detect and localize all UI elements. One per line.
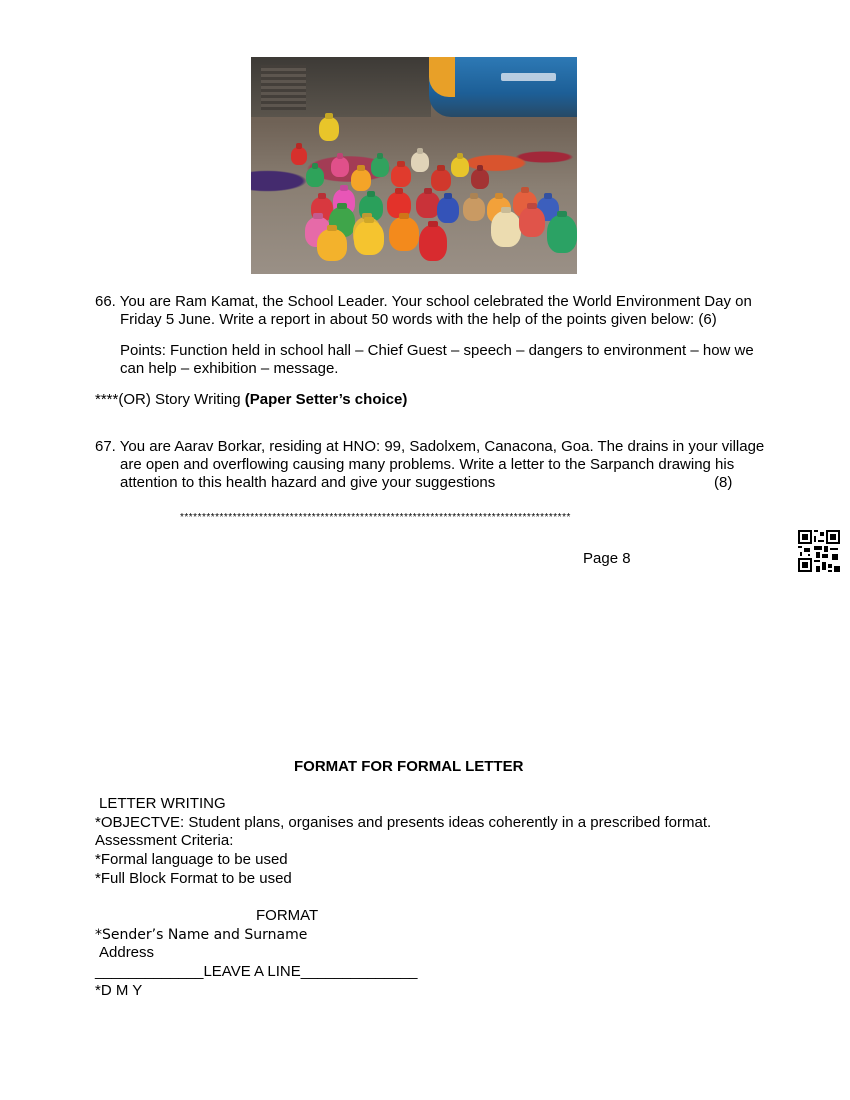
q66-points-line-1: Points: Function held in school hall – Chief Guest – speech – dangers to environment – how we (120, 342, 754, 359)
paper-setter-choice: (Paper Setter’s choice) (244, 391, 408, 408)
or-prefix: ****(OR) Story Writing (95, 391, 245, 408)
q67-line-2: are open and overflowing causing many problems. Write a letter to the Sarpanch drawing his (120, 456, 735, 473)
q67-line-3: attention to this health hazard and give your suggestions (120, 474, 496, 491)
q66-line-2: Friday 5 June. Write a report in about 50 words with the help of the points given below: (6) (120, 311, 717, 328)
page-number: Page 8 (583, 550, 631, 567)
criterion-full-block: *Full Block Format to be used (95, 870, 292, 887)
leave-a-line: _____________LEAVE A LINE______________ (95, 963, 418, 980)
q67-line-1: 67. You are Aarav Borkar, residing at HNO: 99, Sadolxem, Canacona, Goa. The drains in your village (95, 438, 765, 455)
sender-name-field: *Sender’s Name and Surname (95, 927, 308, 943)
water-pots-photo (251, 57, 577, 274)
assessment-criteria-label: Assessment Criteria: (95, 832, 234, 849)
q66-line-1: 66. You are Ram Kamat, the School Leader. Your school celebrated the World Environment Day on (95, 293, 752, 310)
or-story-writing (95, 391, 407, 409)
format-label: FORMAT (256, 907, 319, 924)
letter-writing-label: LETTER WRITING (99, 795, 226, 812)
address-field: Address (99, 944, 155, 961)
date-dmy-field: *D M Y (95, 982, 143, 999)
format-heading: FORMAT FOR FORMAL LETTER (294, 758, 524, 775)
objective-text: *OBJECTVE: Student plans, organises and presents ideas coherently in a prescribed format. (95, 814, 712, 831)
q67-marks: (8) (714, 474, 733, 491)
asterisk-divider: ***************************************************************************************** (180, 512, 571, 523)
q66-points-line-2: can help – exhibition – message. (120, 360, 339, 377)
criterion-formal-language: *Formal language to be used (95, 851, 288, 868)
qr-code (798, 530, 840, 572)
